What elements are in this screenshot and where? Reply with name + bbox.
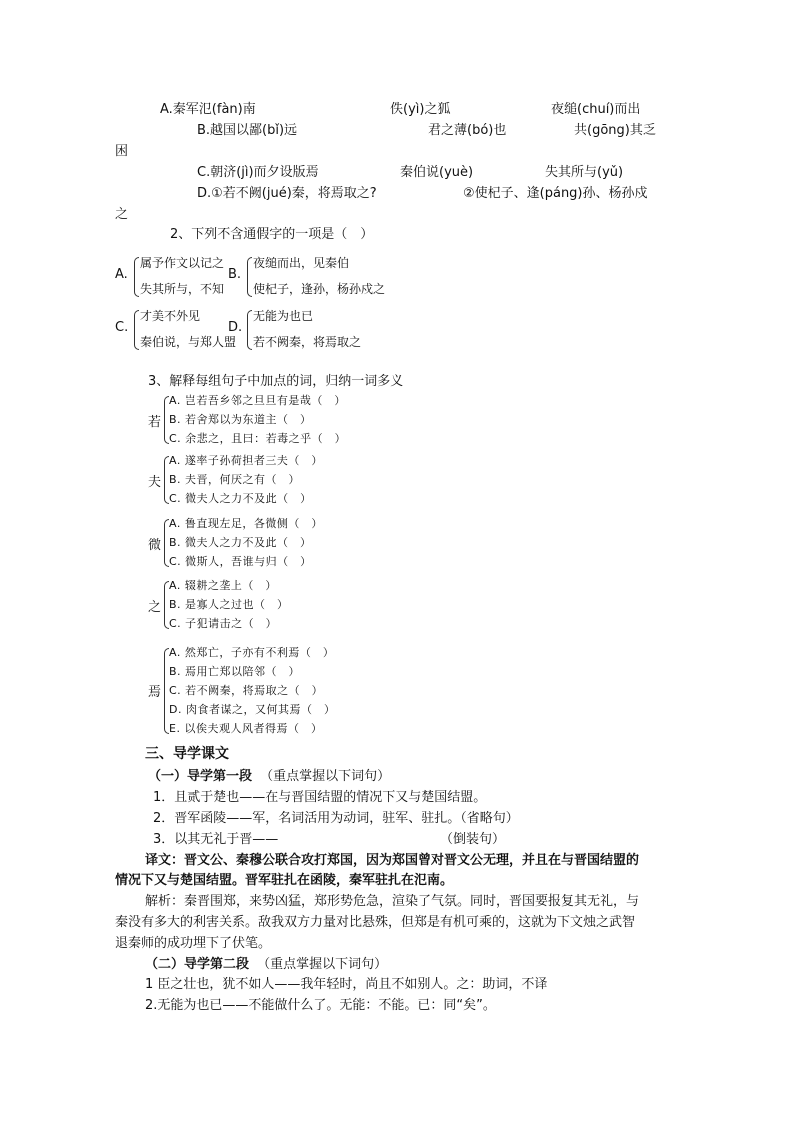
q3-group-key: 焉 [148,685,162,700]
part1-item-2: 2．晋军函陵——军，名词活用为动词，驻军、驻扎。（省略句） [153,811,519,826]
part1-item-3: 3．以其无礼于晋—— [153,832,279,847]
brace [134,257,139,297]
translation-line-1: 译文：晋文公、秦穆公联合攻打郑国，因为郑国曾对晋文公无理，并且在与晋国结盟的 [145,853,640,868]
section3-heading: 三、导学课文 [145,746,229,762]
q3-group-key: 夫 [148,475,162,490]
q2-option-a-line2: 失其所与，不知 [140,282,225,296]
q1-rowB-3: 共(gōng)其乏 [574,123,656,138]
q1-rowA-2: 佚(yì)之狐 [390,102,451,117]
part1-heading: （一）导学第一段 [148,769,253,784]
q3-wei-b: B. 微夫人之力不及此（ ） [169,536,312,549]
q3-yan-d: D. 肉食者谋之，又何其焉（ ） [169,703,336,716]
analysis-line-2: 秦没有多大的利害关系。敌我双方力量对比悬殊，但郑是有机可乘的，这就为下文烛之武智 [115,915,636,930]
q3-fu-c: C. 微夫人之力不及此（ ） [169,492,312,505]
part2-item-2: 2.无能为也已——不能做什么了。无能：不能。已：同“矣”。 [145,998,496,1013]
q3-yan-b: B. 焉用亡郑以陪邻（ ） [169,665,301,678]
q2-option-b-line1: 夜缒而出，见秦伯 [253,256,350,270]
brace [247,257,252,297]
q2-option-c-line1: 才美不外见 [140,309,201,323]
q1-rowC-3: 失其所与(yǔ) [545,165,624,180]
q2-option-c-letter: C. [115,320,129,335]
brace [247,310,252,350]
q3-fu-b: B. 夫晋，何厌之有（ ） [169,473,301,486]
q2-option-d-letter: D. [228,320,243,335]
q3-zhi-a: A. 辍耕之垄上（ ） [169,579,277,592]
q3-ruo-b: B. 若舍郑以为东道主（ ） [169,413,312,426]
q3-title: 3、解释每组句子中加点的词，归纳一词多义 [148,374,404,389]
q3-wei-a: A. 鲁直现左足，各微侧（ ） [169,517,323,530]
q3-zhi-c: C. 子犯请击之（ ） [169,617,278,630]
q1-rowD-wrap: 之 [115,207,129,222]
q2-option-a-line1: 属予作文以记之 [140,256,225,270]
part1-heading-row [148,765,390,784]
q3-yan-e: E. 以俟夫观人风者得焉（ ） [169,722,323,735]
q3-group-key: 之 [148,600,162,615]
q2-option-b-line2: 使杞子，逢孙，杨孙戍之 [253,282,386,296]
q1-rowD-2: ②使杞子、逢(páng)孙、杨孙戍 [463,186,648,201]
q1-rowB-wrap: 困 [115,144,129,159]
q2-title: 2、下列不含通假字的一项是（ ） [170,227,374,242]
q2-option-a-letter: A. [115,267,128,282]
part2-note: （重点掌握以下词句） [257,957,388,972]
q2-option-d-line1: 无能为也已 [253,309,314,323]
q1-rowD-1: D.①若不阙(jué)秦，将焉取之? [197,186,377,201]
q3-zhi-b: B. 是寡人之过也（ ） [169,598,289,611]
analysis-line-3: 退秦师的成功埋下了伏笔。 [115,936,272,951]
q1-rowA-1: A.秦军氾(fàn)南 [160,102,256,117]
q3-ruo-c: C. 余悲之，且曰：若毒之乎（ ） [169,432,347,445]
q2-option-c-line2: 秦伯说，与郑人盟 [140,335,237,349]
q2-option-b-letter: B. [228,267,242,282]
q3-yan-a: A. 然郑亡，子亦有不利焉（ ） [169,646,335,659]
translation-line-2: 情况下又与楚国结盟。晋军驻扎在函陵，秦军驻扎在氾南。 [115,873,454,888]
q1-rowB-1: B.越国以鄙(bǐ)远 [197,123,298,138]
q1-rowA-3: 夜缒(chuí)而出 [551,102,641,117]
q2-option-d-line2: 若不阙秦，将焉取之 [253,335,362,349]
part2-heading-row [145,953,387,972]
q1-rowB-2: 君之薄(bó)也 [428,123,507,138]
brace [134,310,139,350]
q3-wei-c: C. 微斯人，吾谁与归（ ） [169,555,312,568]
part1-item-3-note: （倒装句） [440,832,506,847]
q1-rowC-2: 秦伯说(yuè) [400,165,474,180]
q1-rowC-1: C.朝济(jì)而夕设版焉 [197,165,319,180]
part1-note: （重点掌握以下词句） [260,769,391,784]
part2-item-1: 1 臣之壮也，犹不如人——我年轻时，尚且不如别人。之：助词，不译 [145,977,548,992]
part1-item-1: 1．且贰于楚也——在与晋国结盟的情况下又与楚国结盟。 [153,790,487,805]
part2-heading: （二）导学第二段 [145,957,250,972]
q3-fu-a: A. 遂率子孙荷担者三夫（ ） [169,454,323,467]
q3-ruo-a: A. 岂若吾乡邻之旦旦有是哉（ ） [169,394,346,407]
q3-yan-c: C. 若不阙秦，将焉取之（ ） [169,684,324,697]
q3-group-key: 若 [148,415,162,430]
analysis-line-1: 解析：秦晋围郑，来势凶猛，郑形势危急，渲染了气氛。同时，晋国要报复其无礼，与 [145,894,640,909]
q3-group-key: 微 [148,538,162,553]
